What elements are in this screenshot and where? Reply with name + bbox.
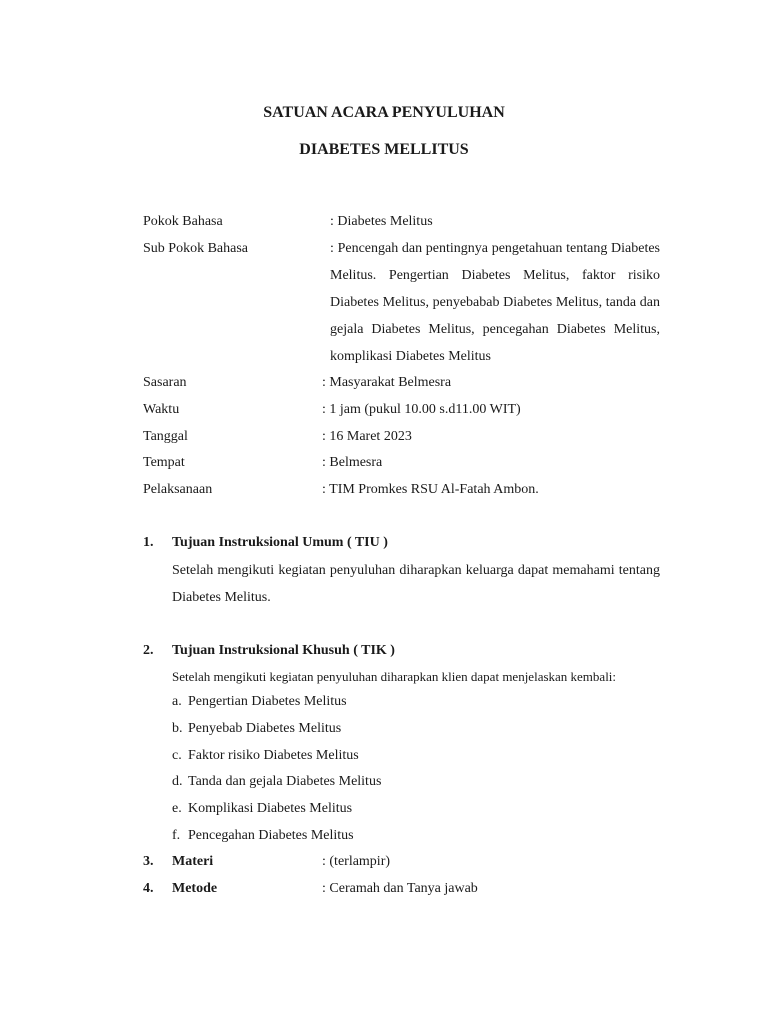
pelaksanaan-label: Pelaksanaan xyxy=(143,482,213,497)
sasaran-label: Sasaran xyxy=(143,375,187,390)
section-4-number: 4. xyxy=(143,881,154,896)
section-3-number: 3. xyxy=(143,854,154,869)
objective-letter: e. xyxy=(172,801,182,816)
section-2-number: 2. xyxy=(143,643,154,658)
section-2-intro: Setelah mengikuti kegiatan penyuluhan diharapkan klien dapat menjelaskan kembali: xyxy=(172,669,617,684)
objective-letter: a. xyxy=(172,694,182,709)
section-1-body: Setelah mengikuti kegiatan penyuluhan diharapkan keluarga dapat memahami tentang Diabetes Melitus. xyxy=(172,563,660,605)
pelaksanaan-value: : TIM Promkes RSU Al-Fatah Ambon. xyxy=(322,482,539,497)
section-4-heading: Metode xyxy=(172,881,218,896)
pokok-bahasa-label: Pokok Bahasa xyxy=(143,214,223,229)
objective-item: Tanda dan gejala Diabetes Melitus xyxy=(188,774,382,789)
sub-pokok-bahasa-value: : Pencengah dan pentingnya pengetahuan tentang Diabetes Melitus. Pengertian Diabetes Melitus, faktor risiko Diabetes Melitus, penyebabab Diabetes Melitus, tanda dan gejala Diabetes Melitus, pencegahan Diabetes Melitus, komplikasi Diabetes Melitus xyxy=(330,241,660,364)
document-title: SATUAN ACARA PENYULUHAN xyxy=(263,104,505,121)
tempat-value: : Belmesra xyxy=(322,455,383,470)
waktu-value: : 1 jam (pukul 10.00 s.d11.00 WIT) xyxy=(322,402,521,417)
sasaran-value: : Masyarakat Belmesra xyxy=(322,375,452,390)
sub-pokok-bahasa-label: Sub Pokok Bahasa xyxy=(143,241,248,256)
objective-letter: c. xyxy=(172,748,182,763)
section-2-heading: Tujuan Instruksional Khusuh ( TIK ) xyxy=(172,643,395,658)
objective-item: Komplikasi Diabetes Melitus xyxy=(188,801,353,816)
objective-letter: f. xyxy=(172,828,181,843)
waktu-label: Waktu xyxy=(143,402,180,417)
objective-item: Pengertian Diabetes Melitus xyxy=(188,694,347,709)
tanggal-value: : 16 Maret 2023 xyxy=(322,429,412,444)
objective-item: Faktor risiko Diabetes Melitus xyxy=(188,748,359,763)
section-1-number: 1. xyxy=(143,535,154,550)
section-4-value: : Ceramah dan Tanya jawab xyxy=(322,881,478,896)
tanggal-label: Tanggal xyxy=(143,429,188,444)
section-3-value: : (terlampir) xyxy=(322,854,391,869)
section-1-heading: Tujuan Instruksional Umum ( TIU ) xyxy=(172,535,388,550)
objective-item: Pencegahan Diabetes Melitus xyxy=(188,828,354,843)
objective-item: Penyebab Diabetes Melitus xyxy=(188,721,342,736)
tempat-label: Tempat xyxy=(143,455,185,470)
section-3-heading: Materi xyxy=(172,854,214,869)
pokok-bahasa-value: : Diabetes Melitus xyxy=(330,214,433,229)
objective-letter: d. xyxy=(172,774,183,789)
objective-letter: b. xyxy=(172,721,183,736)
document-subtitle: DIABETES MELLITUS xyxy=(299,141,469,158)
